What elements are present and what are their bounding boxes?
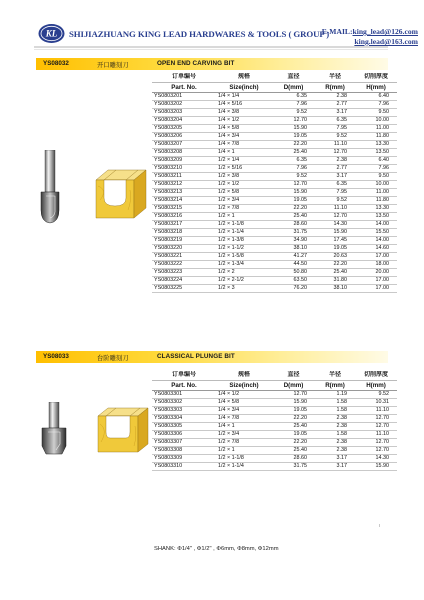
diameter-cell: 9.52 [272, 108, 315, 116]
diameter-cell: 12.70 [272, 390, 315, 398]
size-cell: 1/4 × 1/4 [216, 92, 272, 100]
part-no-cell: YS0803221 [152, 252, 216, 260]
height-cell: 11.80 [355, 132, 397, 140]
spec-table-open-end-carving [152, 73, 397, 293]
part-no-cell: YS0803303 [152, 406, 216, 414]
radius-cell: 2.38 [315, 446, 355, 454]
table-row [152, 100, 397, 108]
table-row [152, 236, 397, 244]
height-cell: 6.40 [355, 156, 397, 164]
diameter-cell: 25.40 [272, 422, 315, 430]
table-row [152, 284, 397, 292]
table-row [152, 188, 397, 196]
table-row [152, 260, 397, 268]
table-row [152, 276, 397, 284]
contact-emails [286, 27, 418, 47]
table-row [152, 462, 397, 470]
section-chinese-name: 开口雕刻刀 [97, 61, 129, 69]
header-height: H(mm) [355, 381, 397, 391]
diameter-cell: 7.96 [272, 164, 315, 172]
header-diameter-cn: 直径 [272, 73, 315, 83]
size-cell: 1/2 × 3/4 [216, 430, 272, 438]
table-row [152, 446, 397, 454]
header-part-no-cn: 订单编号 [152, 73, 216, 83]
size-cell: 1/4 × 1/2 [216, 390, 272, 398]
part-no-cell: YS0803304 [152, 414, 216, 422]
diameter-cell: 15.90 [272, 124, 315, 132]
height-cell: 9.50 [355, 108, 397, 116]
diameter-cell: 25.40 [272, 148, 315, 156]
table-row [152, 406, 397, 414]
header-size: Size(inch) [216, 83, 272, 93]
height-cell: 15.90 [355, 462, 397, 470]
height-cell: 17.00 [355, 252, 397, 260]
height-cell: 18.00 [355, 260, 397, 268]
part-no-cell: YS0803212 [152, 180, 216, 188]
size-cell: 1/4 × 3/4 [216, 132, 272, 140]
radius-cell: 3.17 [315, 454, 355, 462]
table-row [152, 252, 397, 260]
email-label: E-MAIL: [321, 27, 353, 36]
header-size: Size(inch) [216, 381, 272, 391]
table-row [152, 92, 397, 100]
size-cell: 1/4 × 7/8 [216, 414, 272, 422]
radius-cell: 1.58 [315, 430, 355, 438]
table-row [152, 438, 397, 446]
size-cell: 1/4 × 5/8 [216, 398, 272, 406]
radius-cell: 20.63 [315, 252, 355, 260]
part-no-cell: YS0803220 [152, 244, 216, 252]
header-height-cn: 切削厚度 [355, 73, 397, 83]
diameter-cell: 22.20 [272, 414, 315, 422]
table-row [152, 398, 397, 406]
table-row [152, 108, 397, 116]
table-header-row-cn [152, 371, 397, 381]
open-end-carving-bit-illustration [38, 150, 150, 232]
header-part-no: Part. No. [152, 83, 216, 93]
height-cell: 14.00 [355, 236, 397, 244]
height-cell: 11.80 [355, 196, 397, 204]
table-row [152, 204, 397, 212]
table-row [152, 414, 397, 422]
part-no-cell: YS0803216 [152, 212, 216, 220]
radius-cell: 7.95 [315, 124, 355, 132]
radius-cell: 2.77 [315, 164, 355, 172]
height-cell: 20.00 [355, 268, 397, 276]
diameter-cell: 9.52 [272, 172, 315, 180]
header-diameter: D(mm) [272, 381, 315, 391]
size-cell: 1/4 × 7/8 [216, 140, 272, 148]
page-mark: ı [379, 523, 381, 529]
size-cell: 1/4 × 5/8 [216, 124, 272, 132]
table-row [152, 124, 397, 132]
radius-cell: 19.05 [315, 244, 355, 252]
size-cell: 1/2 × 7/8 [216, 438, 272, 446]
height-cell: 12.70 [355, 414, 397, 422]
height-cell: 12.70 [355, 438, 397, 446]
height-cell: 13.30 [355, 140, 397, 148]
part-no-cell: YS0803202 [152, 100, 216, 108]
part-no-cell: YS0803307 [152, 438, 216, 446]
radius-cell: 6.35 [315, 116, 355, 124]
table-header-row-cn [152, 73, 397, 83]
section-english-name: CLASSICAL PLUNGE BIT [157, 352, 235, 360]
diameter-cell: 76.20 [272, 284, 315, 292]
height-cell: 11.00 [355, 188, 397, 196]
size-cell: 1/2 × 2-1/2 [216, 276, 272, 284]
diameter-cell: 22.20 [272, 140, 315, 148]
radius-cell: 11.10 [315, 140, 355, 148]
radius-cell: 31.80 [315, 276, 355, 284]
height-cell: 14.60 [355, 244, 397, 252]
header-radius: R(mm) [315, 83, 355, 93]
radius-cell: 3.17 [315, 172, 355, 180]
part-no-cell: YS0803306 [152, 430, 216, 438]
diameter-cell: 34.90 [272, 236, 315, 244]
diameter-cell: 50.80 [272, 268, 315, 276]
radius-cell: 3.17 [315, 108, 355, 116]
size-cell: 1/2 × 1 [216, 446, 272, 454]
header-radius-cn: 半径 [315, 371, 355, 381]
table-row [152, 116, 397, 124]
diameter-cell: 12.70 [272, 180, 315, 188]
radius-cell: 6.35 [315, 180, 355, 188]
radius-cell: 11.10 [315, 204, 355, 212]
size-cell: 1/2 × 1-3/4 [216, 260, 272, 268]
part-no-cell: YS0803210 [152, 164, 216, 172]
part-no-cell: YS0803213 [152, 188, 216, 196]
size-cell: 1/2 × 5/8 [216, 188, 272, 196]
header-diameter: D(mm) [272, 83, 315, 93]
height-cell: 10.00 [355, 116, 397, 124]
radius-cell: 38.10 [315, 284, 355, 292]
diameter-cell: 25.40 [272, 212, 315, 220]
section-code: YS08033 [43, 352, 69, 360]
diameter-cell: 6.35 [272, 156, 315, 164]
header-size-cn: 规格 [216, 371, 272, 381]
size-cell: 1/2 × 5/16 [216, 164, 272, 172]
diameter-cell: 6.35 [272, 92, 315, 100]
part-no-cell: YS0803206 [152, 132, 216, 140]
size-cell: 1/4 × 1 [216, 148, 272, 156]
part-no-cell: YS0803218 [152, 228, 216, 236]
radius-cell: 2.38 [315, 414, 355, 422]
radius-cell: 17.45 [315, 236, 355, 244]
header-divider [34, 46, 388, 48]
height-cell: 7.96 [355, 100, 397, 108]
table-row [152, 228, 397, 236]
part-no-cell: YS0803219 [152, 236, 216, 244]
height-cell: 13.30 [355, 204, 397, 212]
diameter-cell: 31.75 [272, 462, 315, 470]
size-cell: 1/2 × 7/8 [216, 204, 272, 212]
radius-cell: 2.38 [315, 438, 355, 446]
radius-cell: 25.40 [315, 268, 355, 276]
size-cell: 1/2 × 1-1/8 [216, 220, 272, 228]
table-row [152, 140, 397, 148]
size-cell: 1/2 × 1-1/8 [216, 454, 272, 462]
height-cell: 13.50 [355, 148, 397, 156]
radius-cell: 2.77 [315, 100, 355, 108]
part-no-cell: YS0803301 [152, 390, 216, 398]
table-row [152, 268, 397, 276]
header-height: H(mm) [355, 83, 397, 93]
height-cell: 13.50 [355, 212, 397, 220]
company-name: SHIJIAZHUANG KING LEAD HARDWARES & TOOLS ( GROUP ) [69, 29, 330, 39]
email-link-secondary[interactable]: king.lead@163.com [354, 37, 418, 46]
part-no-cell: YS0803205 [152, 124, 216, 132]
radius-cell: 7.95 [315, 188, 355, 196]
diameter-cell: 19.05 [272, 132, 315, 140]
diameter-cell: 19.05 [272, 196, 315, 204]
radius-cell: 22.20 [315, 260, 355, 268]
height-cell: 17.00 [355, 276, 397, 284]
table-row [152, 132, 397, 140]
part-no-cell: YS0803204 [152, 116, 216, 124]
size-cell: 1/2 × 1-5/8 [216, 252, 272, 260]
radius-cell: 9.52 [315, 132, 355, 140]
size-cell: 1/2 × 3/4 [216, 196, 272, 204]
size-cell: 1/2 × 2 [216, 268, 272, 276]
height-cell: 14.00 [355, 220, 397, 228]
table-row [152, 244, 397, 252]
diameter-cell: 28.60 [272, 220, 315, 228]
radius-cell: 12.70 [315, 148, 355, 156]
size-cell: 1/4 × 3/4 [216, 406, 272, 414]
size-cell: 1/4 × 3/8 [216, 108, 272, 116]
header-radius: R(mm) [315, 381, 355, 391]
radius-cell: 3.17 [315, 462, 355, 470]
diameter-cell: 38.10 [272, 244, 315, 252]
radius-cell: 1.19 [315, 390, 355, 398]
table-body [152, 390, 397, 470]
height-cell: 11.10 [355, 430, 397, 438]
table-row [152, 390, 397, 398]
part-no-cell: YS0803305 [152, 422, 216, 430]
shank-sizes-note: SHANK: Φ1/4" , Φ1/2" , Φ6mm, Φ8mm, Φ12mm [154, 546, 279, 552]
part-no-cell: YS0803211 [152, 172, 216, 180]
part-no-cell: YS0803214 [152, 196, 216, 204]
logo-text: KL [45, 28, 58, 39]
part-no-cell: YS0803215 [152, 204, 216, 212]
spec-table-classical-plunge [152, 371, 397, 471]
size-cell: 1/2 × 1-1/4 [216, 462, 272, 470]
header-height-cn: 切削厚度 [355, 371, 397, 381]
height-cell: 9.50 [355, 172, 397, 180]
part-no-cell: YS0803308 [152, 446, 216, 454]
size-cell: 1/2 × 1 [216, 212, 272, 220]
height-cell: 14.30 [355, 454, 397, 462]
header-divider-thin [34, 49, 388, 50]
header-diameter-cn: 直径 [272, 371, 315, 381]
radius-cell: 1.58 [315, 398, 355, 406]
size-cell: 1/2 × 1/2 [216, 180, 272, 188]
height-cell: 7.96 [355, 164, 397, 172]
section-bar-open-end-carving [36, 58, 388, 70]
header-part-no-cn: 订单编号 [152, 371, 216, 381]
size-cell: 1/2 × 1/4 [216, 156, 272, 164]
part-no-cell: YS0803224 [152, 276, 216, 284]
diameter-cell: 15.90 [272, 188, 315, 196]
height-cell: 11.10 [355, 406, 397, 414]
height-cell: 10.00 [355, 180, 397, 188]
part-no-cell: YS0803203 [152, 108, 216, 116]
company-logo-icon [38, 23, 65, 44]
table-header-row-en [152, 381, 397, 391]
classical-plunge-bit-illustration [38, 402, 150, 472]
size-cell: 1/2 × 1-1/2 [216, 244, 272, 252]
diameter-cell: 15.90 [272, 398, 315, 406]
section-code: YS08032 [43, 59, 69, 67]
height-cell: 6.40 [355, 92, 397, 100]
radius-cell: 15.90 [315, 228, 355, 236]
height-cell: 11.00 [355, 124, 397, 132]
radius-cell: 1.58 [315, 406, 355, 414]
radius-cell: 14.30 [315, 220, 355, 228]
size-cell: 1/2 × 1-1/4 [216, 228, 272, 236]
section-english-name: OPEN END CARVING BIT [157, 59, 235, 67]
size-cell: 1/4 × 5/16 [216, 100, 272, 108]
table-row [152, 220, 397, 228]
table-row [152, 454, 397, 462]
size-cell: 1/2 × 1-3/8 [216, 236, 272, 244]
table-row [152, 430, 397, 438]
part-no-cell: YS0803309 [152, 454, 216, 462]
radius-cell: 2.38 [315, 92, 355, 100]
size-cell: 1/2 × 3 [216, 284, 272, 292]
table-row [152, 422, 397, 430]
diameter-cell: 7.96 [272, 100, 315, 108]
table-row [152, 172, 397, 180]
email-link-primary[interactable]: king_lead@126.com [352, 27, 418, 36]
part-no-cell: YS0803208 [152, 148, 216, 156]
radius-cell: 2.38 [315, 156, 355, 164]
table-row [152, 156, 397, 164]
size-cell: 1/4 × 1/2 [216, 116, 272, 124]
height-cell: 17.00 [355, 284, 397, 292]
height-cell: 12.70 [355, 446, 397, 454]
diameter-cell: 19.05 [272, 430, 315, 438]
diameter-cell: 22.20 [272, 204, 315, 212]
diameter-cell: 63.50 [272, 276, 315, 284]
height-cell: 15.50 [355, 228, 397, 236]
radius-cell: 9.52 [315, 196, 355, 204]
diameter-cell: 19.05 [272, 406, 315, 414]
diameter-cell: 12.70 [272, 116, 315, 124]
radius-cell: 2.38 [315, 422, 355, 430]
part-no-cell: YS0803225 [152, 284, 216, 292]
table-header-row-en [152, 83, 397, 93]
part-no-cell: YS0803201 [152, 92, 216, 100]
part-no-cell: YS0803217 [152, 220, 216, 228]
table-row [152, 212, 397, 220]
table-row [152, 196, 397, 204]
part-no-cell: YS0803209 [152, 156, 216, 164]
height-cell: 9.52 [355, 390, 397, 398]
table-row [152, 148, 397, 156]
diameter-cell: 41.27 [272, 252, 315, 260]
header-part-no: Part. No. [152, 381, 216, 391]
part-no-cell: YS0803310 [152, 462, 216, 470]
diameter-cell: 22.20 [272, 438, 315, 446]
part-no-cell: YS0803223 [152, 268, 216, 276]
part-no-cell: YS0803302 [152, 398, 216, 406]
header-size-cn: 规格 [216, 73, 272, 83]
diameter-cell: 44.50 [272, 260, 315, 268]
table-body [152, 92, 397, 292]
diameter-cell: 31.75 [272, 228, 315, 236]
diameter-cell: 28.60 [272, 454, 315, 462]
height-cell: 12.70 [355, 422, 397, 430]
diameter-cell: 25.40 [272, 446, 315, 454]
table-row [152, 164, 397, 172]
part-no-cell: YS0803207 [152, 140, 216, 148]
part-no-cell: YS0803222 [152, 260, 216, 268]
header-radius-cn: 半径 [315, 73, 355, 83]
height-cell: 10.31 [355, 398, 397, 406]
section-bar-classical-plunge [36, 351, 388, 363]
size-cell: 1/2 × 3/8 [216, 172, 272, 180]
radius-cell: 12.70 [315, 212, 355, 220]
table-row [152, 180, 397, 188]
section-chinese-name: 台阶雕刻刀 [97, 354, 129, 362]
size-cell: 1/4 × 1 [216, 422, 272, 430]
